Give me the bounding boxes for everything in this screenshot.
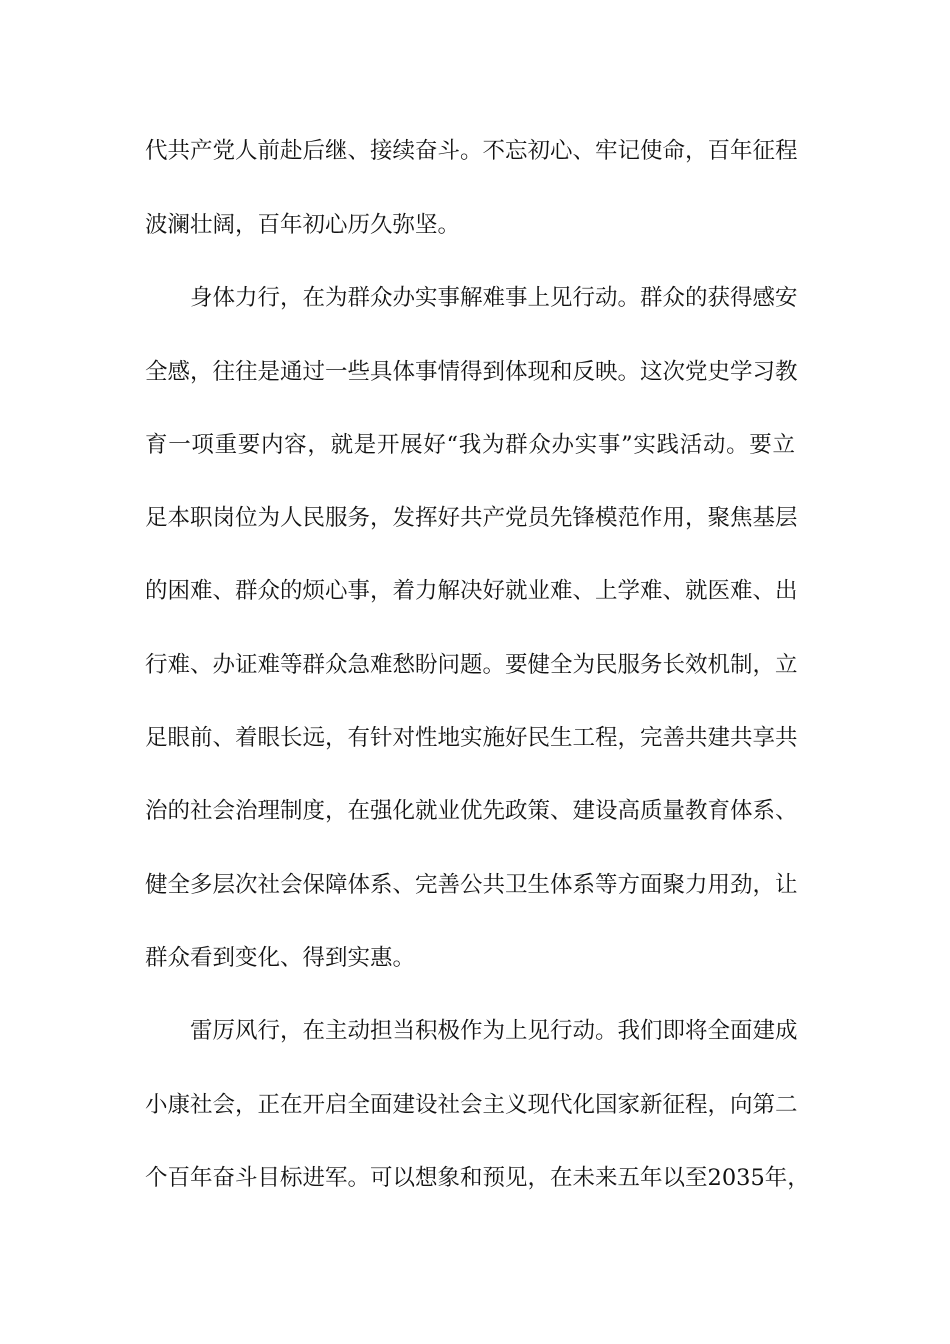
paragraph-start-line: 雷厉风行，在主动担当积极作为上见行动。我们即将全面建成 (190, 1018, 798, 1044)
text-line-10: 治的社会治理制度，在强化就业优先政策、建设高质量教育体系、 (145, 798, 798, 824)
text-line-7: 的困难、群众的烦心事，着力解决好就业难、上学难、就医难、出 (145, 578, 798, 604)
text-line-4: 全感，往往是通过一些具体事情得到体现和反映。这次党史学习教 (145, 359, 798, 385)
text-line-14: 小康社会，正在开启全面建设社会主义现代化国家新征程，向第二 (145, 1092, 798, 1118)
text-line-1: 代共产党人前赴后继、接续奋斗。不忘初心、牢记使命，百年征程 (145, 138, 798, 164)
text-line-5: 育一项重要内容，就是开展好“我为群众办实事”实践活动。要立 (145, 432, 795, 458)
paragraph-start-line: 身体力行，在为群众办实事解难事上见行动。群众的获得感安 (190, 285, 798, 311)
text-line-2: 波澜壮阔，百年初心历久弥坚。 (145, 212, 461, 238)
text-line-11: 健全多层次社会保障体系、完善公共卫生体系等方面聚力用劲，让 (145, 872, 798, 898)
text-line-12: 群众看到变化、得到实惠。 (145, 945, 416, 971)
text-line-8: 行难、办证难等群众急难愁盼问题。要健全为民服务长效机制，立 (145, 652, 798, 678)
text-line-15: 个百年奋斗目标进军。可以想象和预见，在未来五年以至2035年， (145, 1165, 810, 1191)
text-line-9: 足眼前、着眼长远，有针对性地实施好民生工程，完善共建共享共 (145, 725, 798, 751)
text-line-6: 足本职岗位为人民服务，发挥好共产党员先锋模范作用，聚焦基层 (145, 505, 798, 531)
